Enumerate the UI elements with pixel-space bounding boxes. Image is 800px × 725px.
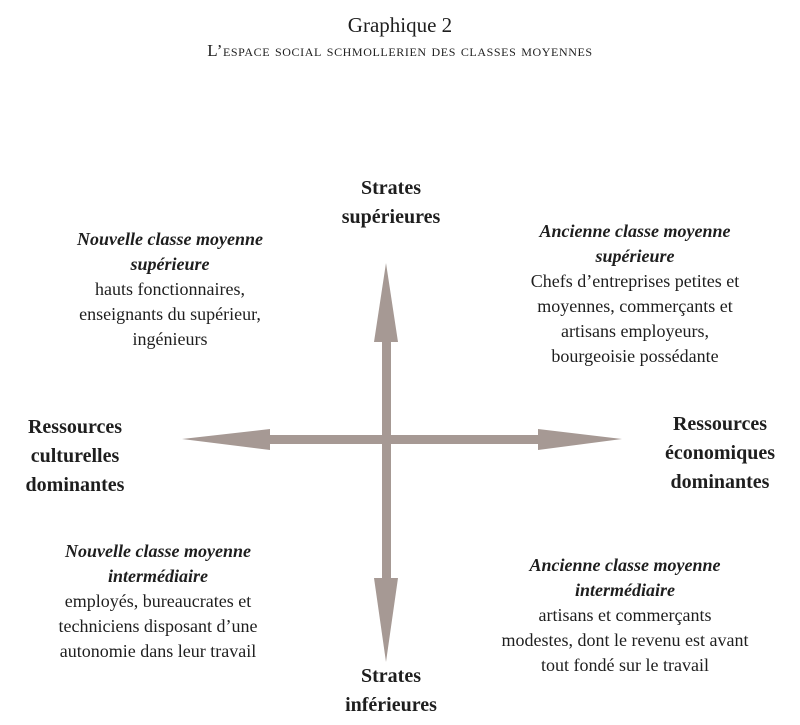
quadrant-top-right: Ancienne classe moyenne supérieure Chefs d’entreprises petites et moyennes, commerçants et artisans employeurs, bourgeoisie possédante [530,221,740,366]
axis-label-top: Strates supérieures [341,177,441,228]
vertical-axis-shaft [382,340,391,580]
quadrant-bottom-right: Ancienne classe moyenne intermédiaire artisans et commerçants modestes, dont le revenu est avant tout fondé sur le travail [501,555,749,675]
arrow-up-icon [374,263,398,342]
quadrant-bottom-left: Nouvelle classe moyenne intermédiaire employés, bureaucrates et techniciens disposant d’une autonomie dans leur travail [58,541,258,661]
axis-label-left: Ressources culturelles dominantes [25,416,125,496]
quadrant-top-left: Nouvelle classe moyenne supérieure hauts fonctionnaires, enseignants du supérieur, ingénieurs [77,229,263,349]
horizontal-axis-shaft [268,435,540,444]
arrow-left-icon [182,429,270,450]
axis-label-right: Ressources économiques dominantes [665,413,775,493]
arrow-right-icon [538,429,622,450]
arrow-down-icon [374,578,398,662]
axis-label-bottom: Strates inférieures [345,665,437,716]
chart-title: Graphique 2 [347,13,453,37]
chart-subtitle: L’espace social schmollerien des classes moyennes [207,41,593,60]
